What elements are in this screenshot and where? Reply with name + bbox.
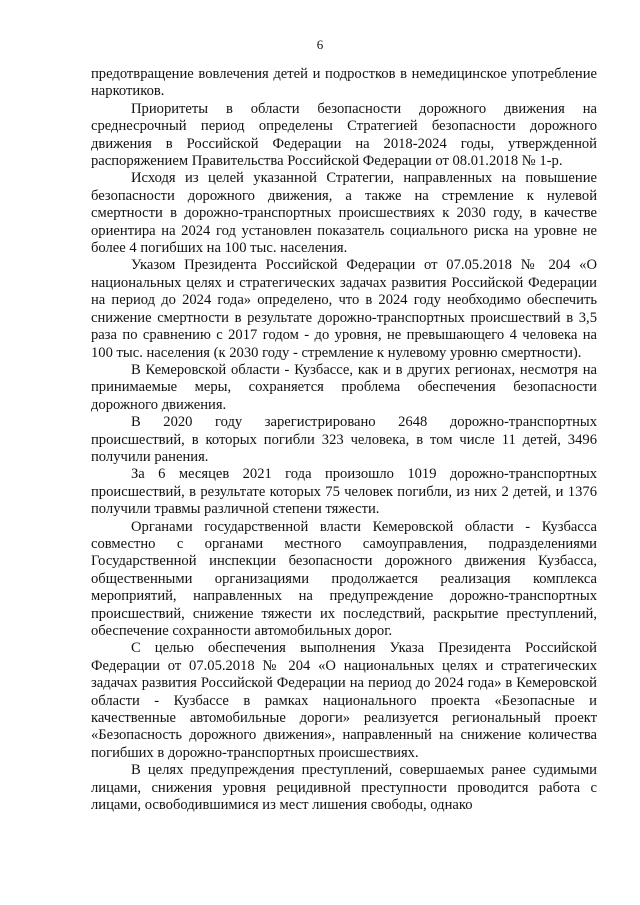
paragraph: Органами государственной власти Кемеровской области - Кузбасса совместно с органами местного самоуправления, подразделениями Государственной инспекции безопасности дорожного движения Кузбасса, общественными организациями продолжается реализация комплекса мероприятий, направленных на предупреждение дорожно-транспортных происшествий, снижение тяжести их последствий, раскрытие преступлений, обеспечение сохранности автомобильных дорог. (91, 518, 597, 639)
paragraph: Приоритеты в области безопасности дорожного движения на среднесрочный период определены Стратегией безопасности дорожного движения в Российской Федерации на 2018-2024 годы, утвержденной распоряжением Правительства Российской Федерации от 08.01.2018 № 1-р. (91, 100, 597, 170)
paragraph: Указом Президента Российской Федерации от 07.05.2018 № 204 «О национальных целях и стратегических задачах развития Российской Федерации на период до 2024 года» определено, что в 2024 году необходимо обеспечить снижение смертности в результате дорожно-транспортных происшествий в 3,5 раза по сравнению с 2017 годом - до уровня, не превышающего 4 человека на 100 тыс. населения (к 2030 году - стремление к нулевому уровню смертности). (91, 257, 597, 361)
paragraph: В целях предупреждения преступлений, совершаемых ранее судимыми лицами, снижения уровня рецидивной преступности проводится работа с лицами, освободившимися из мест лишения свободы, однако (91, 762, 597, 814)
page-number: 6 (316, 37, 324, 52)
paragraph: В 2020 году зарегистрировано 2648 дорожно-транспортных происшествий, в которых погибли 323 человека, в том числе 11 детей, 3496 получили ранения. (91, 414, 597, 465)
paragraph: За 6 месяцев 2021 года произошло 1019 дорожно-транспортных происшествий, в результате которых 75 человек погибли, из них 2 детей, и 1376 получили травмы различной степени тяжести. (91, 466, 597, 518)
document-body (91, 66, 597, 814)
paragraph: С целью обеспечения выполнения Указа Президента Российской Федерации от 07.05.2018 № 204 «О национальных целях и стратегических задачах развития Российской Федерации на период до 2024 года» в Кемеровской области - Кузбассе в рамках национального проекта «Безопасные и качественные автомобильные дороги» реализуется региональный проект «Безопасность дорожного движения», направленный на снижение количества погибших в дорожно-транспортных происшествиях. (91, 640, 597, 761)
paragraph: предотвращение вовлечения детей и подростков в немедицинское употребление наркотиков. (91, 66, 597, 100)
paragraph: Исходя из целей указанной Стратегии, направленных на повышение безопасности дорожного движения, а также на стремление к нулевой смертности в дорожно-транспортных происшествиях к 2030 году, в качестве ориентира на 2024 год установлен показатель социального риска на уровне не более 4 погибших на 100 тыс. населения. (91, 170, 597, 257)
paragraph: В Кемеровской области - Кузбассе, как и в других регионах, несмотря на принимаемые меры, сохраняется проблема обеспечения безопасности дорожного движения. (91, 361, 597, 413)
